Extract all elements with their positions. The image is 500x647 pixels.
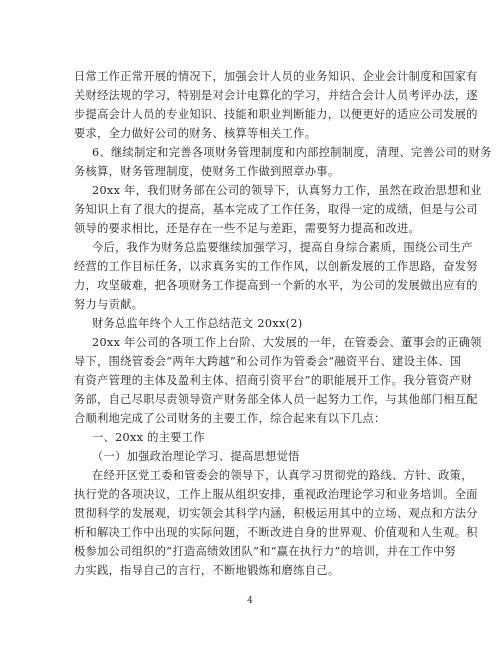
subsection-heading: （一）加强政治理论学习、提高思想觉悟 — [92, 450, 300, 463]
text-line: 有资产管理的主体及盈利主体、招商引资平台”的职能展开工作。我分管资产财 — [74, 374, 473, 387]
text-line: 务核算，财务管理制度，使财务工作做到照章办事。 — [74, 165, 340, 178]
text-line: 6、继续制定和完善各项财务管理制度和内部控制制度，清理、完善公司的财务 — [92, 146, 492, 159]
page-number: 4 — [247, 596, 253, 606]
text-line: 经营的工作目标任务，以求真务实的工作作风，以创新发展的工作思路，奋发努 — [74, 260, 478, 273]
text-line: 领导的要求相比，还是存在一些不足与差距，需要努力提高和改进。 — [74, 222, 421, 235]
text-line: 力，攻坚破难，把各项财务工作提高到一个新的水平，为公司的发展做出应有的 — [74, 279, 478, 292]
text-line: 析和解决工作中出现的实际问题，不断改进自身的世界观、价值观和人生观。积 — [74, 526, 478, 539]
text-line: 步提高会计人员的专业知识、技能和职业判断能力，以便更好的适应公司发展的 — [74, 108, 478, 121]
text-line: 努力与贡献。 — [74, 298, 144, 311]
text-line: 在经开区党工委和管委会的领导下，认真学习贯彻党的路线、方针、政策， — [92, 469, 473, 482]
text-line: 力实践，指导自己的言行，不断地锻炼和磨练自己。 — [74, 564, 340, 577]
section-heading: 一、20xx 的主要工作 — [92, 431, 205, 444]
text-line: 20xx 年，我们财务部在公司的领导下，认真努力工作，虽然在政治思想和业 — [92, 184, 482, 197]
text-line: 要求，全力做好公司的财务、核算等相关工作。 — [74, 127, 317, 140]
text-line: 关财经法规的学习，特别是对会计电算化的学习，并结合会计人员考评办法，逐 — [74, 89, 478, 102]
text-line: 今后，我作为财务总监要继续加强学习，提高自身综合素质，围绕公司生产 — [92, 241, 473, 254]
text-line: 贯彻科学的发展观，切实领会其科学内涵，积极运用其中的立场、观点和方法分 — [74, 507, 478, 520]
text-line: 20xx 年公司的各项工作上台阶、大发展的一年，在管委会、董事会的正确领 — [92, 336, 482, 349]
text-line: 合顺利地完成了公司财务的主要工作，综合起来有以下几点： — [74, 412, 386, 425]
text-line: 执行党的各项决议，工作上服从组织安排，重视政治理论学习和业务培训。全面 — [74, 488, 478, 501]
text-line: 日常工作正常开展的情况下，加强会计人员的业务知识、企业会计制度和国家有 — [74, 70, 478, 83]
text-line: 务部，自己尽职尽责领导资产财务部全体人员一起努力工作，与其他部门相互配 — [74, 393, 478, 406]
section-heading: 财务总监年终个人工作总结范文 20xx(2) — [92, 317, 303, 330]
text-line: 导下，围绕管委会“两年大跨越”和公司作为管委会“融资平台、建设主体、国 — [74, 355, 462, 368]
text-line: 务知识上有了很大的提高，基本完成了工作任务，取得一定的成绩，但是与公司 — [74, 203, 478, 216]
text-line: 极参加公司组织的“打造高绩效团队”和“赢在执行力”的培训，并在工作中努 — [74, 545, 456, 558]
